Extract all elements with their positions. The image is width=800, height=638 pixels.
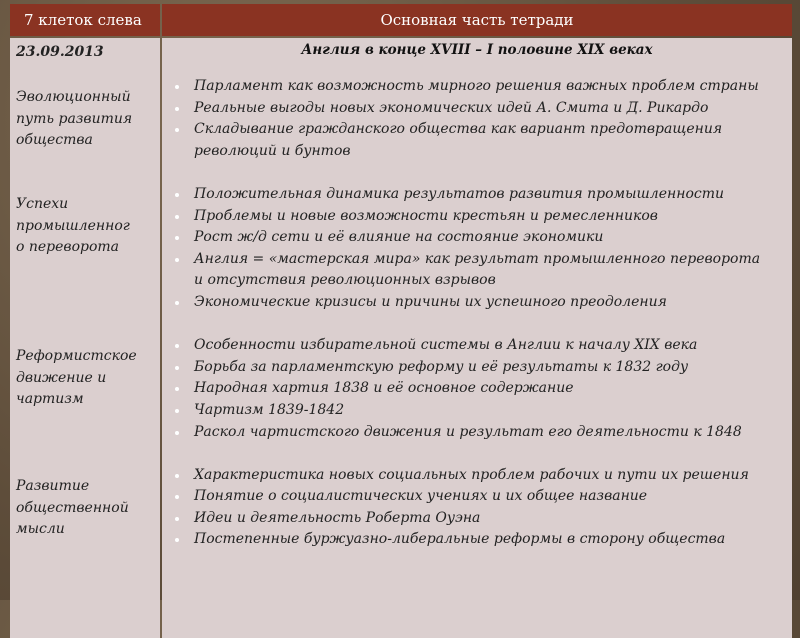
list-item: Парламент как возможность мирного решения важных проблем страны: [162, 76, 772, 98]
topic-line: Развитие: [16, 478, 90, 494]
list-item: Положительная динамика результатов развития промышленности: [162, 184, 772, 206]
topic-line: о переворота: [16, 239, 120, 256]
list-item: Характеристика новых социальных проблем рабочих и пути их решения: [162, 465, 772, 487]
topic-3: [16, 346, 137, 411]
list-item: Народная хартия 1838 и её основное содержание: [162, 378, 772, 400]
bullet-list: [162, 76, 772, 551]
main-column: [162, 38, 792, 638]
topic-2: [16, 194, 130, 259]
list-item: Рост ж/д сети и её влияние на состояние экономики: [162, 227, 772, 249]
left-column: [10, 38, 160, 638]
list-item: Раскол чартистского движения и результат его деятельности к 1848: [162, 422, 772, 444]
topic-line: чартизм: [16, 391, 84, 408]
header-left: 7 клеток слева: [10, 4, 160, 36]
list-item: Идеи и деятельность Роберта Оуэна: [162, 508, 772, 530]
header-right: Основная часть тетради: [162, 4, 792, 36]
list-item: Реальные выгоды новых экономических идей А. Смита и Д. Рикардо: [162, 98, 772, 120]
main-title: Англия в конце XVIII – I половине XIX веках: [301, 42, 653, 58]
topic-line: мысли: [16, 521, 65, 538]
topic-line: движение и: [16, 369, 107, 386]
topic-line: путь развития: [16, 110, 133, 127]
list-item: Борьба за парламентскую реформу и её результаты к 1832 году: [162, 357, 772, 379]
list-item: Англия = «мастерская мира» как результат промышленного переворота и отсутствия революционных взрывов: [162, 249, 772, 292]
topic-line: Реформистское: [16, 348, 137, 364]
list-item: Постепенные буржуазно-либеральные реформы в сторону общества: [162, 529, 772, 551]
topic-line: промышленног: [16, 217, 130, 234]
list-item: Особенности избирательной системы в Англии к началу XIX века: [162, 335, 772, 357]
lesson-date: 23.09.2013: [16, 44, 104, 60]
topic-line: общества: [16, 132, 93, 149]
list-item: Складывание гражданского общества как вариант предотвращения революций и бунтов: [162, 119, 772, 162]
topic-line: Эволюционный: [16, 89, 131, 105]
topic-line: Успехи: [16, 196, 69, 212]
topic-4: [16, 476, 129, 541]
topic-line: общественной: [16, 499, 129, 516]
list-item: Понятие о социалистических учениях и их общее название: [162, 486, 772, 508]
list-item: Экономические кризисы и причины их успешного преодоления: [162, 292, 772, 314]
list-item: Проблемы и новые возможности крестьян и ремесленников: [162, 206, 772, 228]
notebook-table: [10, 4, 792, 624]
list-item: Чартизм 1839-1842: [162, 400, 772, 422]
topic-1: [16, 87, 132, 152]
